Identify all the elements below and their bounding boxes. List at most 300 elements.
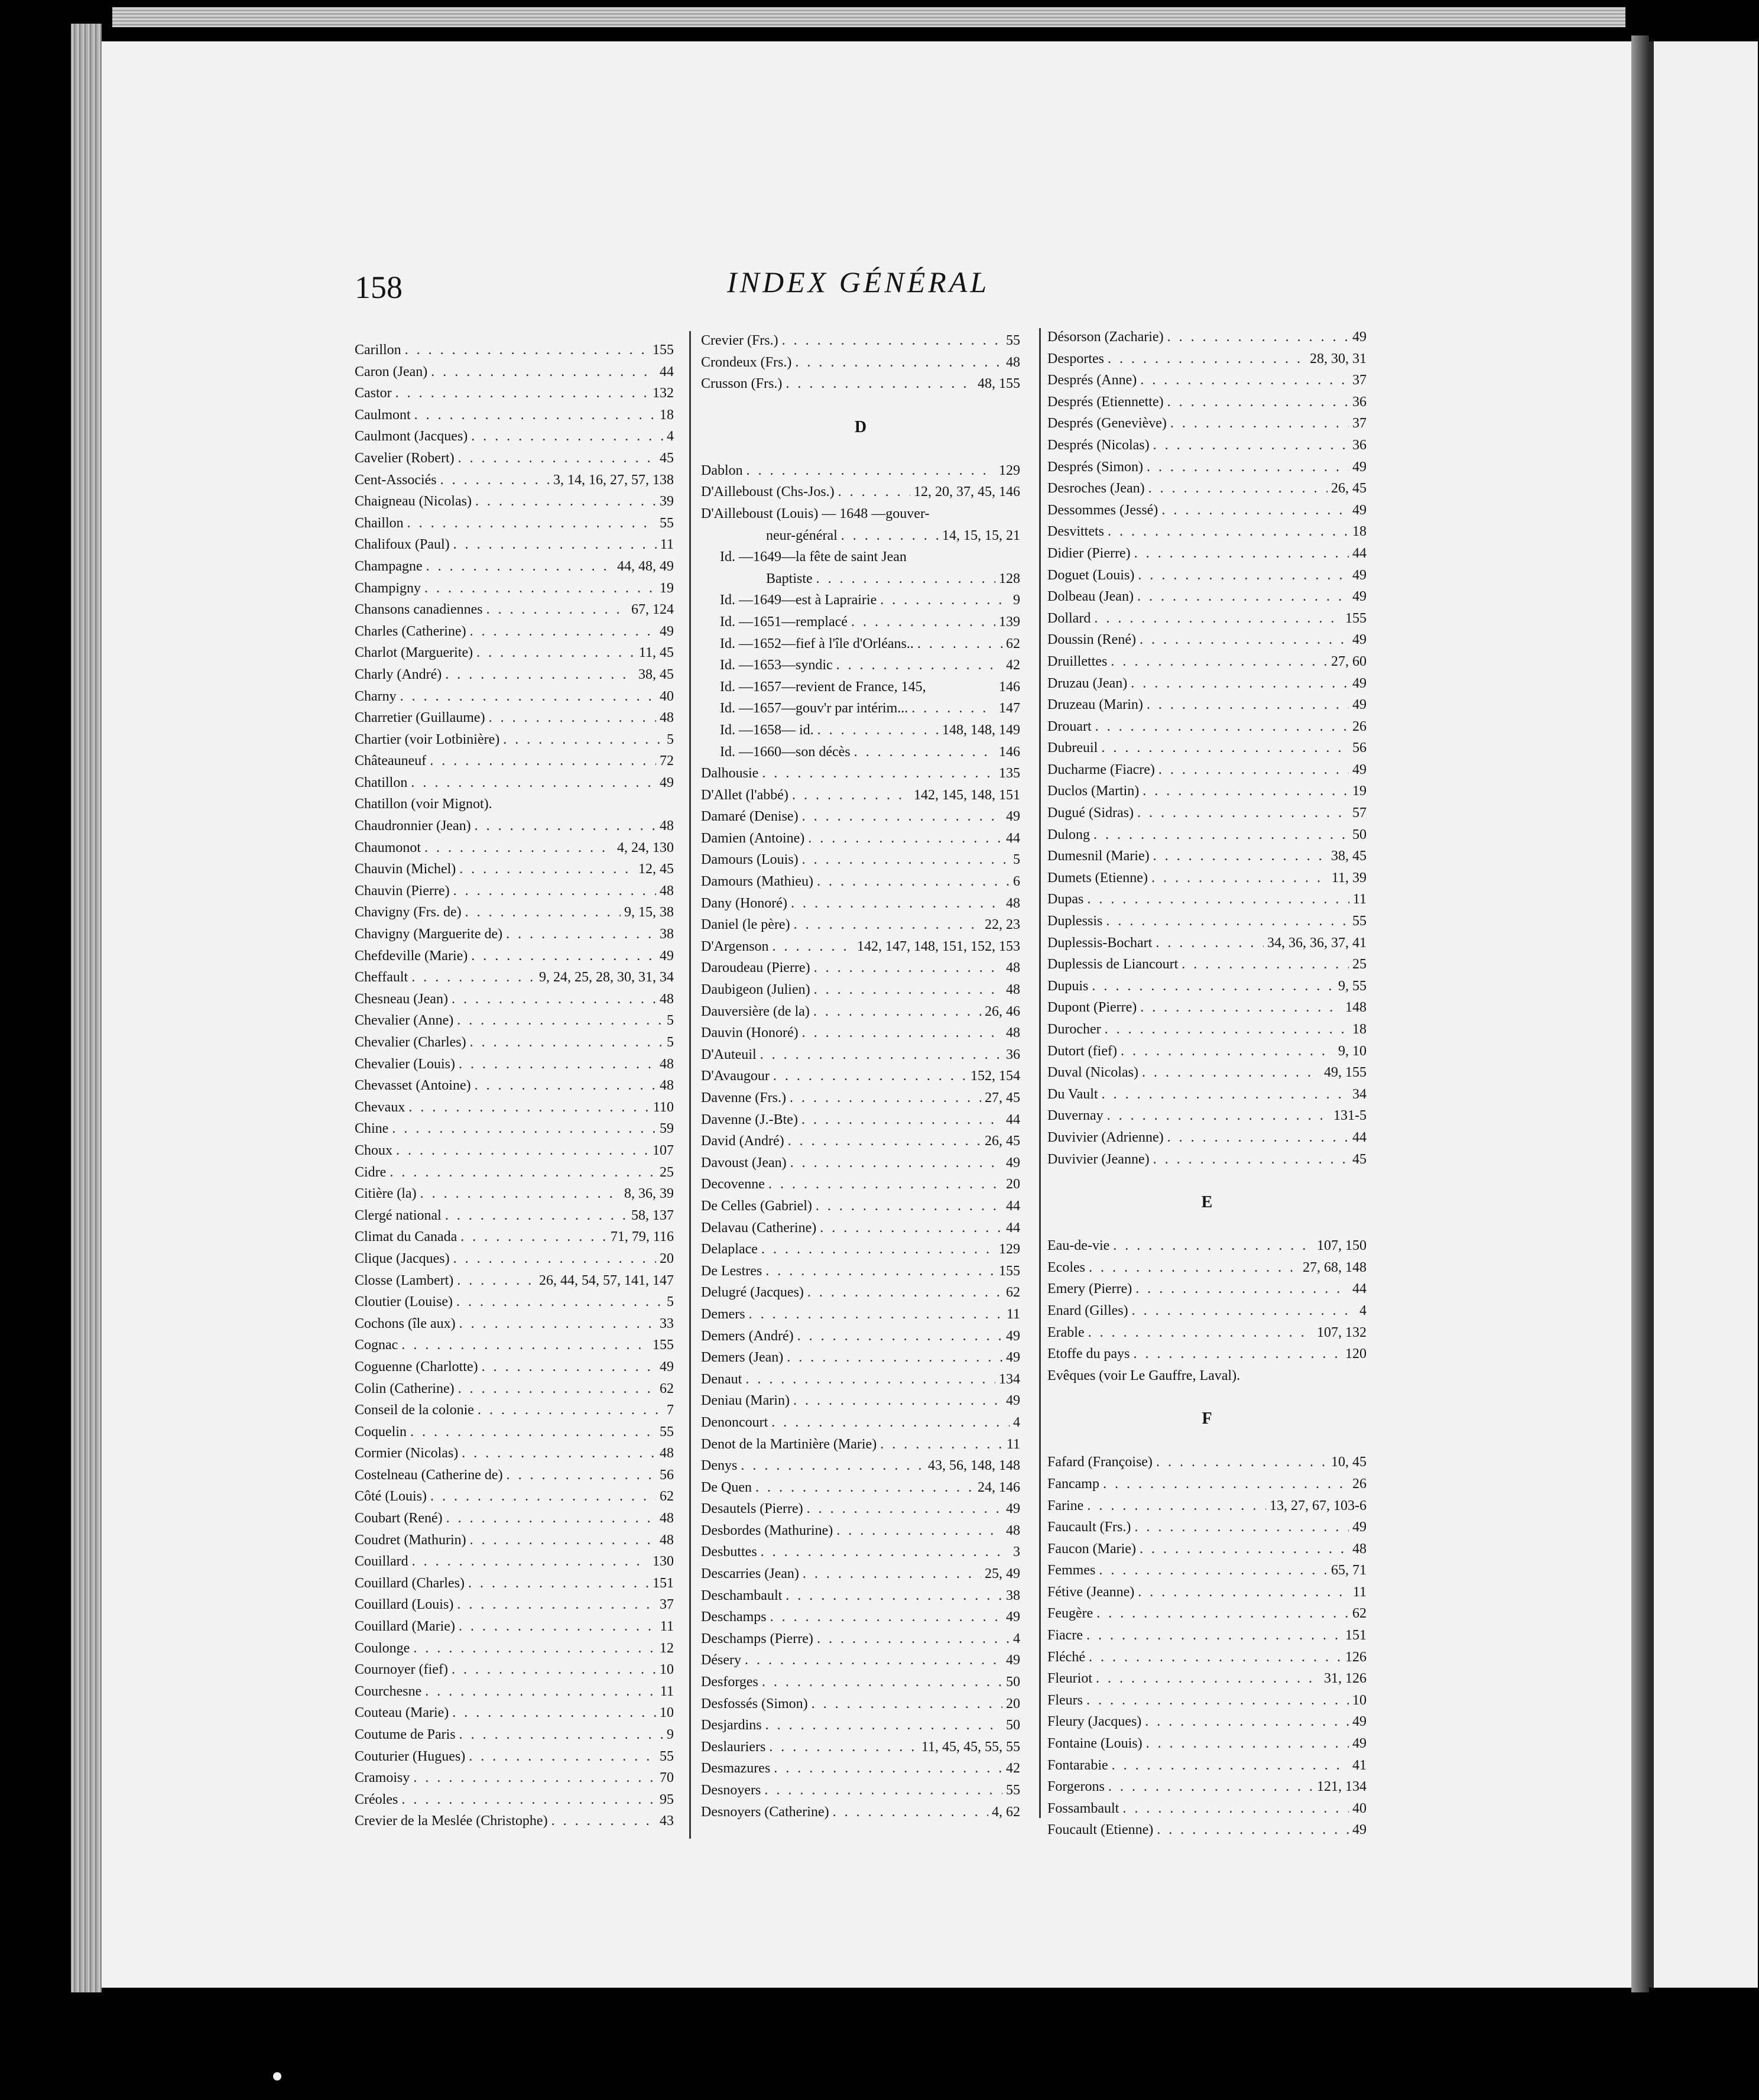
index-entry-term: Duclos (Martin) <box>1047 783 1140 799</box>
index-entry-term: Chavigny (Frs. de) <box>355 905 462 921</box>
leader-dots <box>1105 1019 1349 1041</box>
leader-dots <box>457 1010 663 1032</box>
index-entry-pages: 49 <box>1006 1393 1020 1409</box>
leader-dots <box>1167 391 1349 413</box>
index-entry-pages: 49 <box>1352 632 1367 648</box>
index-entry-pages: 5 <box>667 1294 674 1310</box>
index-entry <box>1047 1560 1367 1582</box>
leader-dots <box>1094 608 1342 630</box>
index-entry-pages: 36 <box>1352 437 1367 453</box>
index-entry-pages: 26, 45 <box>1331 481 1367 497</box>
leader-dots <box>745 1369 995 1391</box>
index-entry-term: Dulong <box>1047 827 1090 842</box>
index-entry-pages: 4 <box>1013 1631 1020 1647</box>
index-entry-term: Du Vault <box>1047 1086 1098 1102</box>
leader-dots <box>459 858 635 880</box>
index-entry <box>701 373 1020 395</box>
index-entry-pages: 40 <box>660 688 674 704</box>
leader-dots <box>1153 1149 1349 1171</box>
index-entry-term: Costelneau (Catherine de) <box>355 1467 503 1483</box>
index-entry-pages: 132 <box>653 385 674 401</box>
index-entry-term: Créoles <box>355 1791 398 1807</box>
leader-dots <box>457 1594 656 1616</box>
index-entry <box>701 914 1020 936</box>
index-entry <box>355 837 674 859</box>
index-entry-term: Citière (la) <box>355 1186 417 1202</box>
index-entry-pages: 25, 49 <box>985 1566 1020 1582</box>
index-entry-term: Fontarabie <box>1047 1757 1108 1773</box>
index-entry-pages: 49 <box>1352 567 1367 583</box>
section-letter-d: D <box>854 417 867 436</box>
leader-dots <box>762 1671 1002 1693</box>
index-entry-term: Desnoyers (Catherine) <box>701 1804 829 1820</box>
index-entry-term: Drouart <box>1047 718 1092 734</box>
book-top-edge <box>112 7 1625 27</box>
index-entry-pages: 27, 60 <box>1331 653 1367 669</box>
leader-dots <box>802 849 1010 871</box>
index-entry-pages: 38, 45 <box>1331 848 1367 864</box>
index-entry-pages: 49 <box>1352 1822 1367 1838</box>
index-entry <box>355 902 674 923</box>
index-entry <box>701 503 1020 525</box>
leader-dots <box>747 460 995 482</box>
leader-dots <box>773 936 853 958</box>
index-entry <box>355 1010 674 1032</box>
index-entry-pages: 55 <box>1006 1783 1020 1798</box>
index-entry-term: Désery <box>701 1652 741 1668</box>
index-entry-term: Id. —1652—fief à l'île d'Orléans.. <box>720 636 914 652</box>
index-entry <box>1047 1733 1367 1755</box>
index-entry-pages: 9, 15, 38 <box>624 905 674 921</box>
index-entry-pages: 155 <box>653 1337 674 1353</box>
index-entry-pages: 48 <box>660 1056 674 1072</box>
leader-dots <box>817 871 1010 893</box>
index-entry <box>1047 867 1367 889</box>
leader-dots <box>1134 1516 1349 1538</box>
leader-dots <box>470 1032 663 1054</box>
leader-dots <box>1093 824 1349 846</box>
index-entry <box>1047 1538 1367 1560</box>
index-entry <box>1047 1105 1367 1127</box>
index-entry-term: Chartier (voir Lotbinière) <box>355 731 500 747</box>
index-entry-pages: 49 <box>1352 589 1367 605</box>
index-entry-pages: 48 <box>1006 895 1020 911</box>
index-entry <box>701 611 1020 633</box>
index-entry-pages: 147 <box>999 701 1020 717</box>
index-entry-pages: 4, 62 <box>992 1804 1020 1820</box>
index-entry <box>355 1226 674 1248</box>
index-entry-pages: 44 <box>1352 1281 1367 1297</box>
index-entry <box>355 1075 674 1097</box>
leader-dots <box>1161 500 1349 521</box>
index-entry <box>1047 1819 1367 1841</box>
index-entry-pages: 151 <box>1345 1628 1367 1644</box>
leader-dots <box>1167 326 1349 348</box>
index-entry <box>1047 1041 1367 1062</box>
leader-dots <box>1156 1451 1328 1473</box>
index-entry-term: Chalifoux (Paul) <box>355 537 450 553</box>
index-entry-term: Davenne (J.-Bte) <box>701 1111 798 1127</box>
index-entry-pages: 126 <box>1345 1649 1367 1665</box>
index-entry-pages: 10 <box>660 1662 674 1678</box>
index-entry-pages: 49 <box>1352 675 1367 691</box>
index-entry-pages: 43, 56, 148, 148 <box>928 1458 1020 1474</box>
index-entry-term: Carillon <box>355 342 401 358</box>
index-entry-term: Couillard <box>355 1554 408 1570</box>
index-entry <box>1047 889 1367 910</box>
index-entry-term: Closse (Lambert) <box>355 1272 454 1288</box>
leader-dots <box>411 967 536 989</box>
index-entry-pages: 155 <box>653 342 674 358</box>
index-entry <box>701 1477 1020 1499</box>
index-entry-term: Daroudeau (Pierre) <box>701 960 810 976</box>
leader-dots <box>812 1693 1002 1715</box>
index-entry-pages: 4 <box>1359 1302 1367 1318</box>
index-entry <box>701 568 1020 590</box>
leader-dots <box>1108 521 1349 543</box>
leader-dots <box>401 1334 649 1356</box>
index-entry-term: Etoffe du pays <box>1047 1346 1130 1362</box>
index-entry <box>1047 391 1367 413</box>
index-entry-term: Davenne (Frs.) <box>701 1090 786 1106</box>
index-entry <box>355 772 674 794</box>
index-entry <box>355 664 674 686</box>
index-entry-pages: 26 <box>1352 1476 1367 1492</box>
leader-dots <box>764 1780 1002 1801</box>
index-entry <box>701 1109 1020 1131</box>
leader-dots <box>814 957 1002 979</box>
index-entry-term: Druzau (Jean) <box>1047 675 1128 691</box>
leader-dots <box>469 1746 656 1768</box>
index-entry <box>701 1260 1020 1282</box>
index-entry-term: Duvivier (Adrienne) <box>1047 1129 1164 1145</box>
index-entry <box>1047 1647 1367 1668</box>
leader-dots <box>792 785 910 806</box>
index-entry <box>355 1767 674 1789</box>
index-entry <box>355 1724 674 1746</box>
leader-dots <box>471 426 663 448</box>
index-entry <box>701 589 1020 611</box>
index-entry-pages: 146 <box>999 679 1020 695</box>
index-entry-pages: 38 <box>660 926 674 942</box>
index-entry-term: Couillard (Marie) <box>355 1619 455 1635</box>
leader-dots <box>802 806 1002 828</box>
leader-dots <box>506 923 656 945</box>
index-entry-pages: 44 <box>1006 1111 1020 1127</box>
leader-dots <box>1095 716 1349 738</box>
index-column-3 <box>1047 326 1367 1841</box>
leader-dots <box>762 763 995 785</box>
leader-dots <box>475 491 656 513</box>
index-entry-term: Caulmont <box>355 407 411 423</box>
index-entry-pages: 49 <box>1352 1714 1367 1730</box>
leader-dots <box>413 1767 656 1789</box>
index-entry-term: Dessommes (Jessé) <box>1047 502 1158 518</box>
index-entry-pages: 44 <box>660 364 674 380</box>
leader-dots <box>1106 910 1349 932</box>
index-column-2 <box>701 330 1020 1823</box>
index-entry-pages: 56 <box>1352 740 1367 756</box>
index-entry-pages: 34 <box>1352 1086 1367 1102</box>
index-entry-pages: 95 <box>660 1791 674 1807</box>
leader-dots <box>396 1140 649 1162</box>
index-entry-pages: 18 <box>1352 524 1367 540</box>
index-entry-pages: 18 <box>660 407 674 423</box>
leader-dots <box>452 1659 656 1681</box>
index-entry <box>355 1378 674 1400</box>
index-entry <box>1047 651 1367 673</box>
index-entry-pages: 5 <box>667 1035 674 1050</box>
index-entry-term: Descarries (Jean) <box>701 1566 799 1582</box>
index-entry-term: Charles (Catherine) <box>355 623 466 639</box>
index-entry-pages: 18 <box>1352 1022 1367 1037</box>
index-entry-term: Chauvin (Michel) <box>355 861 456 877</box>
index-entry-pages: 49 <box>660 774 674 790</box>
index-entry <box>701 741 1020 763</box>
index-entry-pages: 42 <box>1006 1761 1020 1777</box>
index-entry-pages: 55 <box>660 515 674 531</box>
index-entry-pages: 38, 45 <box>638 666 674 682</box>
leader-dots <box>787 1347 1002 1369</box>
leader-dots <box>1108 348 1306 370</box>
index-entry <box>701 460 1020 482</box>
index-entry-term: Dalhousie <box>701 766 759 782</box>
leader-dots <box>813 1001 981 1023</box>
index-entry <box>701 1693 1020 1715</box>
index-entry-pages: 20 <box>1006 1696 1020 1712</box>
leader-dots <box>420 1183 621 1205</box>
leader-dots <box>786 373 974 395</box>
index-entry-term: Couillard (Louis) <box>355 1597 454 1613</box>
index-entry <box>355 1746 674 1768</box>
index-entry-pages: 10 <box>660 1705 674 1721</box>
leader-dots <box>1140 1538 1349 1560</box>
leader-dots <box>838 481 910 503</box>
index-entry-term: Dumesnil (Marie) <box>1047 848 1150 864</box>
leader-dots <box>790 1152 1002 1174</box>
index-entry-pages: 121, 134 <box>1317 1779 1367 1795</box>
index-entry-pages: 41 <box>1352 1757 1367 1773</box>
index-entry <box>355 967 674 989</box>
leader-dots <box>551 1810 656 1832</box>
index-entry-term: Crevier de la Meslée (Christophe) <box>355 1813 548 1829</box>
leader-dots <box>790 1087 981 1109</box>
leader-dots <box>761 1541 1010 1563</box>
index-entry <box>355 1702 674 1724</box>
index-entry-pages: 8, 36, 39 <box>624 1186 674 1202</box>
book-left-edge <box>71 24 102 1992</box>
index-entry-term: Chaillon <box>355 515 404 531</box>
index-entry-term: Dolbeau (Jean) <box>1047 589 1134 605</box>
index-entry-pages: 48 <box>1352 1541 1367 1557</box>
leader-dots <box>1088 1322 1313 1344</box>
leader-dots <box>1143 780 1349 802</box>
leader-dots <box>1107 1105 1330 1127</box>
index-entry-term: Désorson (Zacharie) <box>1047 329 1164 345</box>
index-entry-term: Chevaux <box>355 1099 405 1115</box>
index-entry-term: Delugré (Jacques) <box>701 1285 804 1301</box>
index-entry <box>355 1789 674 1811</box>
index-entry-pages: 134 <box>999 1371 1020 1387</box>
index-entry-pages: 155 <box>999 1263 1020 1279</box>
index-entry <box>1047 1257 1367 1279</box>
index-entry <box>355 1205 674 1227</box>
index-entry-pages: 26, 44, 54, 57, 141, 147 <box>539 1272 674 1288</box>
leader-dots <box>1089 1647 1342 1668</box>
index-entry <box>701 1520 1020 1542</box>
index-entry-pages: 28, 30, 31 <box>1310 351 1367 367</box>
index-entry-pages: 50 <box>1352 827 1367 842</box>
index-entry-term: David (André) <box>701 1133 784 1149</box>
index-entry-term: Charretier (Guillaume) <box>355 710 485 726</box>
index-entry-term: Després (Anne) <box>1047 372 1137 388</box>
index-entry-term: Duplessis-Bochart <box>1047 935 1153 951</box>
index-entry-term: Coguenne (Charlotte) <box>355 1359 478 1375</box>
index-entry-term: Baptiste <box>766 571 813 586</box>
index-entry-term: Durocher <box>1047 1022 1101 1037</box>
index-entry-pages: 107 <box>653 1142 674 1158</box>
index-entry-pages: 27, 45 <box>985 1090 1020 1106</box>
index-entry-term: Fleurs <box>1047 1692 1083 1708</box>
leader-dots <box>475 1075 656 1097</box>
leader-dots <box>1138 1582 1349 1603</box>
leader-dots <box>1147 456 1349 478</box>
index-entry-pages: 58, 137 <box>631 1207 674 1223</box>
index-entry <box>1047 1127 1367 1149</box>
leader-dots <box>880 589 1010 611</box>
index-entry-pages: 20 <box>1006 1177 1020 1192</box>
index-entry-term: Damien (Antoine) <box>701 830 805 846</box>
index-entry-term: Fancamp <box>1047 1476 1099 1492</box>
leader-dots <box>795 352 1002 374</box>
index-entry <box>1047 629 1367 651</box>
index-entry-pages: 3 <box>1013 1544 1020 1560</box>
index-entry-term: Chansons canadiennes <box>355 602 483 618</box>
leader-dots <box>458 1378 656 1400</box>
index-entry-term: Coudret (Mathurin) <box>355 1532 466 1548</box>
leader-dots <box>1157 1819 1349 1841</box>
leader-dots <box>854 741 995 763</box>
index-entry <box>701 1649 1020 1671</box>
index-entry-pages: 48 <box>660 710 674 726</box>
index-entry-pages: 49 <box>1006 1350 1020 1366</box>
index-entry-term: Deniau (Marin) <box>701 1393 790 1409</box>
index-entry <box>355 1659 674 1681</box>
index-entry-pages: 5 <box>667 731 674 747</box>
index-entry-term: Denys <box>701 1458 738 1474</box>
index-entry <box>355 880 674 902</box>
index-entry-term: Erable <box>1047 1324 1085 1340</box>
leader-dots <box>458 448 656 469</box>
index-entry-term: Feugère <box>1047 1606 1093 1622</box>
leader-dots <box>1096 1603 1349 1625</box>
index-entry-pages: 72 <box>660 753 674 769</box>
index-entry-pages: 11 <box>1352 892 1367 908</box>
index-entry <box>1047 824 1367 846</box>
leader-dots <box>1089 1257 1299 1279</box>
index-entry-term: Femmes <box>1047 1563 1096 1579</box>
index-entry <box>355 945 674 967</box>
index-entry-term: Cidre <box>355 1164 387 1180</box>
index-entry <box>1047 543 1367 565</box>
index-entry-pages: 49 <box>1352 761 1367 777</box>
leader-dots <box>1134 1343 1342 1365</box>
index-entry-pages: 11, 45, 45, 55, 55 <box>921 1739 1020 1755</box>
index-entry-term: Delaplace <box>701 1242 758 1258</box>
index-entry-pages: 48 <box>660 1511 674 1527</box>
index-entry <box>1047 997 1367 1019</box>
index-entry <box>1047 716 1367 738</box>
index-entry-term: Chevalier (Charles) <box>355 1035 466 1050</box>
index-entry <box>355 815 674 837</box>
index-entry-term: Evêques (voir Le Gauffre, Laval). <box>1047 1367 1241 1383</box>
index-entry-pages: 19 <box>1352 783 1367 799</box>
book-gutter <box>1631 35 1649 1992</box>
index-entry-term: Cognac <box>355 1337 398 1353</box>
leader-dots <box>1122 1798 1349 1820</box>
index-entry-term: Cent-Associés <box>355 472 437 488</box>
index-entry-pages: 44 <box>1352 545 1367 561</box>
index-entry-term: Chefdeville (Marie) <box>355 948 468 964</box>
index-entry-pages: 48, 155 <box>978 376 1020 392</box>
index-entry-term: Chine <box>355 1121 389 1137</box>
index-entry-pages: 19 <box>660 580 674 596</box>
index-entry-pages: 31, 126 <box>1324 1671 1367 1687</box>
index-entry-pages: 25 <box>1352 957 1367 973</box>
index-entry-pages: 49 <box>1352 329 1367 345</box>
index-entry <box>355 1486 674 1508</box>
index-entry <box>355 1638 674 1660</box>
index-entry-pages: 22, 23 <box>985 917 1020 933</box>
index-entry <box>355 1313 674 1335</box>
index-entry-term: Deslauriers <box>701 1739 766 1755</box>
leader-dots <box>765 1260 995 1282</box>
facing-page-edge <box>1649 41 1758 1988</box>
index-entry-term: Charlot (Marguerite) <box>355 645 473 661</box>
index-entry-pages: 62 <box>660 1489 674 1505</box>
index-entry-pages: 155 <box>1345 610 1367 626</box>
leader-dots <box>471 945 656 967</box>
index-entry-term: Dany (Honoré) <box>701 895 787 911</box>
index-entry-pages: 11, 45 <box>638 645 674 661</box>
index-entry <box>355 1551 674 1573</box>
index-entry <box>1047 1776 1367 1798</box>
leader-dots <box>390 1162 656 1184</box>
index-entry-pages: 49 <box>1006 1609 1020 1625</box>
index-entry-pages: 34, 36, 36, 37, 41 <box>1267 935 1367 951</box>
leader-dots <box>1158 759 1349 781</box>
index-entry-pages: 48 <box>1006 982 1020 998</box>
index-entry-term: Coulonge <box>355 1640 410 1656</box>
index-entry <box>701 1455 1020 1477</box>
index-entry <box>701 481 1020 503</box>
index-entry-pages: 55 <box>660 1748 674 1764</box>
index-entry-term: Cournoyer (fief) <box>355 1662 448 1678</box>
index-entry-pages: 9, 24, 25, 28, 30, 31, 34 <box>539 970 674 986</box>
index-entry-pages: 135 <box>999 766 1020 782</box>
index-entry-term: Eau-de-vie <box>1047 1238 1110 1254</box>
leader-dots <box>1147 694 1349 716</box>
index-entry <box>355 729 674 751</box>
index-entry-pages: 26 <box>1352 718 1367 734</box>
index-entry <box>701 720 1020 741</box>
index-entry <box>701 1563 1020 1585</box>
index-entry-term: Charny <box>355 688 397 704</box>
index-entry-term: D'Ailleboust (Chs-Jos.) <box>701 484 835 500</box>
index-entry <box>1047 976 1367 997</box>
leader-dots <box>1145 1711 1349 1733</box>
index-entry <box>1047 1711 1367 1733</box>
